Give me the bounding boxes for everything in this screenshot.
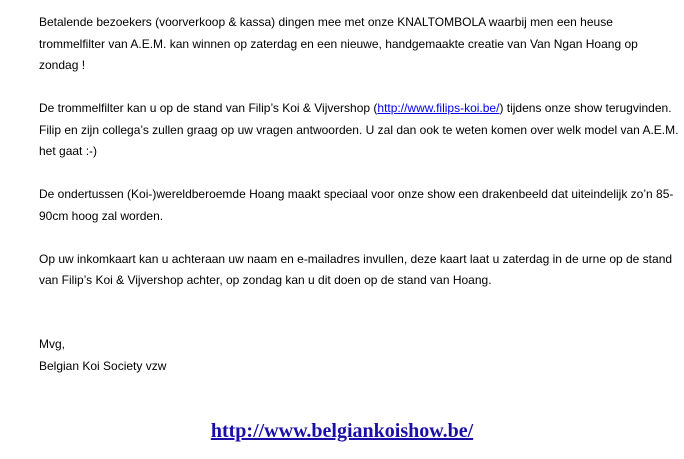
paragraph-tombola: Betalende bezoekers (voorverkoop & kassa) dingen mee met onze KNALTOMBOLA waarbij men een heuse trommelfilter van A.E.M. kan winnen op zaterdag en een nieuwe, handgemaakte creatie van Van Ngan Hoang op zondag ! <box>39 15 638 72</box>
paragraph-inkomkaart: Op uw inkomkaart kan u achteraan uw naam en e-mailadres invullen, deze kaart laat u zaterdag in de urne op de stand van Filip’s Koi & Vijvershop achter, op zondag kan u dit doen op de stand van Hoang. <box>39 251 673 287</box>
signature <box>39 334 166 377</box>
paragraph-trommelfilter-text-1: De trommelfilter kan u op de stand van Filip’s Koi & Vijvershop ( <box>39 101 378 115</box>
paragraph-hoang: De ondertussen (Koi-)wereldberoemde Hoang maakt speciaal voor onze show een drakenbeeld dat uiteindelijk zo’n 85-90cm hoog zal worden. <box>39 187 674 223</box>
footer <box>0 418 684 444</box>
paragraph-trommelfilter <box>39 98 679 163</box>
filips-koi-link[interactable]: http://www.filips-koi.be/ <box>377 101 500 115</box>
signature-organization: Belgian Koi Society vzw <box>39 358 167 373</box>
paragraph-trommelfilter-text-2: ) tijdens onze show terugvinden. Filip en zijn collega’s zullen graag op uw vragen antwoorden. U zal dan ook te weten komen over welk model van A.E.M. het gaat :-) <box>39 101 679 158</box>
email-body <box>39 12 679 313</box>
belgiankoishow-link[interactable]: http://www.belgiankoishow.be/ <box>210 420 474 442</box>
signature-greeting: Mvg, <box>39 337 66 351</box>
